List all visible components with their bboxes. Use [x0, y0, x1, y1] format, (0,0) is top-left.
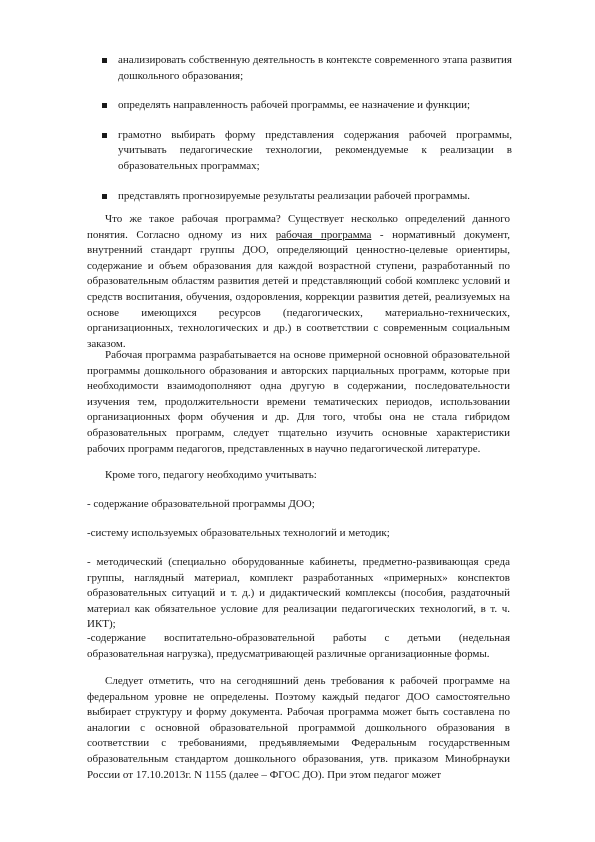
paragraph-requirements: Следует отметить, что на сегодняшний день требования к рабочей программе на федеральном уровне не определены. Поэтому каждый педагог ДОО самостоятельно выбирает структуру и форму документа. Рабочая программа может быть составлена по аналогии с основной образовательной программой дошкольного образования в соответствии с требованиями, предъявляемыми Федеральным государственным образовательным стандартом дошкольного образования, утв. приказом Минобрнауки России от 17.10.2013г. N 1155 (далее – ФГОС ДО). При этом педагог может — [87, 675, 510, 781]
paragraph-content: - содержание образовательной программы ДОО; — [87, 498, 315, 510]
bullet-text: анализировать собственную деятельность в контексте современного этапа развития дошкольного образования; — [118, 54, 512, 82]
bullet-item — [102, 189, 512, 205]
square-bullet-icon — [102, 194, 107, 199]
bullet-text: представлять прогнозируемые результаты реализации рабочей программы. — [118, 189, 471, 202]
bullet-text: определять направленность рабочей программы, ее назначение и функции; — [118, 99, 471, 112]
paragraph-technologies: -систему используемых образовательных технологий и методик; — [87, 527, 390, 539]
bullet-item — [102, 53, 512, 84]
bullet-text: грамотно выбирать форму представления содержания рабочей программы, учитывать педагогические технологии, рекомендуемые к реализации в образовательных программах; — [118, 128, 512, 172]
paragraph-methodical: - методический (специально оборудованные кабинеты, предметно-развивающая среда группы, наглядный материал, комплект разработанных «примерных» конспектов образовательных ситуаций и т. д.) и дидактический комплексы (пособия, раздаточный материал как обязательное условие для реализации педагогических технологий, в т. ч. ИКТ); — [87, 556, 510, 631]
paragraph-text: - нормативный документ, внутренний стандарт группы ДОО, определяющий ценностно-целевые ориентиры, содержание и объем образования для каждой возрастной ступени, разработанный по образовательным областям развития детей и представляющий собой комплекс условий и средств воспитания, обучения, оздоровления, коррекции развития детей, реализуемых на основе имеющихся ресурсов (педагогических, материально-технических, организационных, технологических и др.) в соответствии с современным социальным заказом. — [87, 228, 510, 350]
bullet-list — [102, 53, 512, 218]
defined-term: рабочая программа — [275, 228, 372, 241]
square-bullet-icon — [102, 58, 107, 63]
paragraph-development: Рабочая программа разрабатывается на основе примерной основной образовательной программы дошкольного образования и авторских парциальных программ, которые при необходимости взаимодополняют одна другую в содержании, последовательности изучения тем, продолжительности времени тематических периодов, использовании организационных форм обучения и др. Для того, чтобы она не стала гибридом образовательных программ, следует тщательно изучить основные характеристики рабочих программ педагогов, представленных в научно педагогической литературе. — [87, 349, 510, 455]
paragraph-upbringing: -содержание воспитательно-образовательной работы с детьми (недельная образовательная нагрузка), предусматривающей различные организационные формы. — [87, 632, 510, 660]
paragraph-text: Что же такое рабочая программа? Существует несколько определений данного понятия. Согласно одному из них — [87, 213, 510, 241]
paragraph-consider: Кроме того, педагогу необходимо учитывать: — [105, 469, 317, 481]
paragraph-definition — [87, 212, 510, 352]
bullet-item — [102, 128, 512, 175]
square-bullet-icon — [102, 133, 107, 138]
square-bullet-icon — [102, 103, 107, 108]
bullet-item — [102, 98, 512, 114]
